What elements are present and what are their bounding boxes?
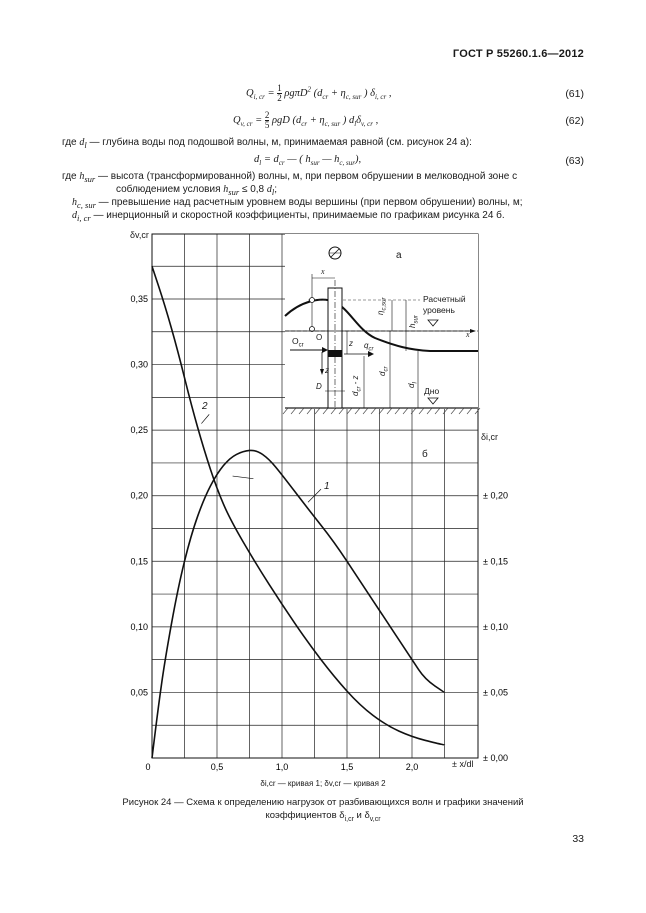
y-left-tick-label: 0,35 xyxy=(130,294,148,304)
definition-hcsur: $h_{c, sur}$ — превышение над расчетным уровнем воды вершины (при первом обрушении) волны, м; xyxy=(72,197,523,210)
y-right-label: δi,cr xyxy=(481,432,499,442)
formula-63: $d_l = d_{cr}$ — ( $h_{sur}$ — $h_{c, sur}$), xyxy=(254,154,362,168)
definition-dl: где $d_l$ — глубина воды под подошвой волны, м, принимаемая равной (см. рисунок 24 а): xyxy=(62,137,472,150)
y-left-tick-label: 0,05 xyxy=(130,687,148,698)
formula-61: $Q_{i, cr}$ = 1 2 ρgπD$^2$ ($d_{cr} + \eta_{c, sur}$ ) $\delta_{i, cr}$ , xyxy=(246,83,392,103)
eq-number-63: (63) xyxy=(565,155,584,167)
panel-a-label: а xyxy=(396,250,402,261)
y-right-tick-label: ± 0,10 xyxy=(483,621,508,632)
figure-caption-line1: Рисунок 24 — Схема к определению нагрузок от разбивающихся волн и графики значений xyxy=(122,797,524,808)
y-left-tick-label: 0,15 xyxy=(130,556,148,567)
curve-2-label: 2 xyxy=(202,401,208,412)
standard-header: ГОСТ Р 55260.1.6—2012 xyxy=(452,48,584,60)
leader-line xyxy=(233,476,254,479)
label-ocr: $O_{cr}$ xyxy=(292,336,304,349)
label-origin: O xyxy=(316,333,323,342)
label-dcr: $d_{cr}$ xyxy=(378,366,390,376)
x-tick-label: 0,5 xyxy=(210,762,224,772)
label-qcr: $q_{cr}$ xyxy=(364,341,374,353)
label-eta: $\eta_{c,sur}$ xyxy=(376,297,388,315)
definition-coefficients: $d_{i, cr}$ — инерционный и скоростной коэффициенты, принимаемые по графикам рисунка 24 б. xyxy=(72,210,505,223)
x-tick-label: 2,0 xyxy=(405,762,419,772)
y-left-tick-label: 0,30 xyxy=(130,359,148,370)
page-number: 33 xyxy=(572,833,584,845)
y-right-tick-label: ± 0,20 xyxy=(483,490,508,501)
eq-number-61: (61) xyxy=(565,88,584,100)
y-left-tick-label: 0,20 xyxy=(130,490,148,501)
x-tick-label: 1,5 xyxy=(340,762,354,772)
diagram-panel-a xyxy=(283,234,480,414)
y-left-label: δv,cr xyxy=(130,230,149,240)
definition-hsur: где $h_{sur}$ — высота (трансформированной) волны, м, при первом обрушении в мелководной зоне с xyxy=(62,171,518,184)
y-left-tick-label: 0,25 xyxy=(130,425,148,436)
label-x-axis: x xyxy=(466,330,470,339)
y-right-tick-label: ± 0,05 xyxy=(483,687,508,698)
legend: δi,cr — кривая 1; δv,cr — кривая 2 xyxy=(260,779,386,788)
y-right-tick-label: ± 0,15 xyxy=(483,556,508,567)
label-dl: $d_l$ xyxy=(407,382,419,388)
label-hsur: $h_{sur}$ xyxy=(408,315,420,328)
x-tick-label: 1,0 xyxy=(275,762,289,772)
label-dcr-z: $d_{cr}$ - z xyxy=(351,375,363,396)
label-z-down: z xyxy=(325,366,329,375)
figure-caption-line2: коэффициентов $\delta_{i,cr}$ и $\delta_{v,cr}$ xyxy=(265,810,381,823)
definition-hsur-cont: соблюдением условия $h_{sur} \le 0,8$ $d_l$; xyxy=(116,184,278,197)
y-right-tick-label: ± 0,00 xyxy=(483,753,508,763)
label-D: D xyxy=(316,382,322,391)
curve-1-label: 1 xyxy=(324,481,330,492)
panel-b-label: б xyxy=(422,449,428,460)
label-calc-level: Расчетный уровень xyxy=(423,294,466,315)
y-left-tick-label: 0,10 xyxy=(130,621,148,632)
label-z: z xyxy=(349,339,353,348)
eq-number-62: (62) xyxy=(565,115,584,127)
x-axis-label: ± x/dl xyxy=(452,759,474,769)
label-bottom: Дно xyxy=(424,386,440,396)
leader-line xyxy=(201,414,209,423)
label-x-dim: x xyxy=(321,267,325,276)
series-curve-1 xyxy=(152,450,445,758)
x-tick-label: 0 xyxy=(145,762,151,772)
formula-62: $Q_{v, cr}$ = 2 5 ρgD ($d_{cr} + \eta_{c, sur}$ ) $d_l\delta_{v, cr}$ , xyxy=(233,110,379,130)
